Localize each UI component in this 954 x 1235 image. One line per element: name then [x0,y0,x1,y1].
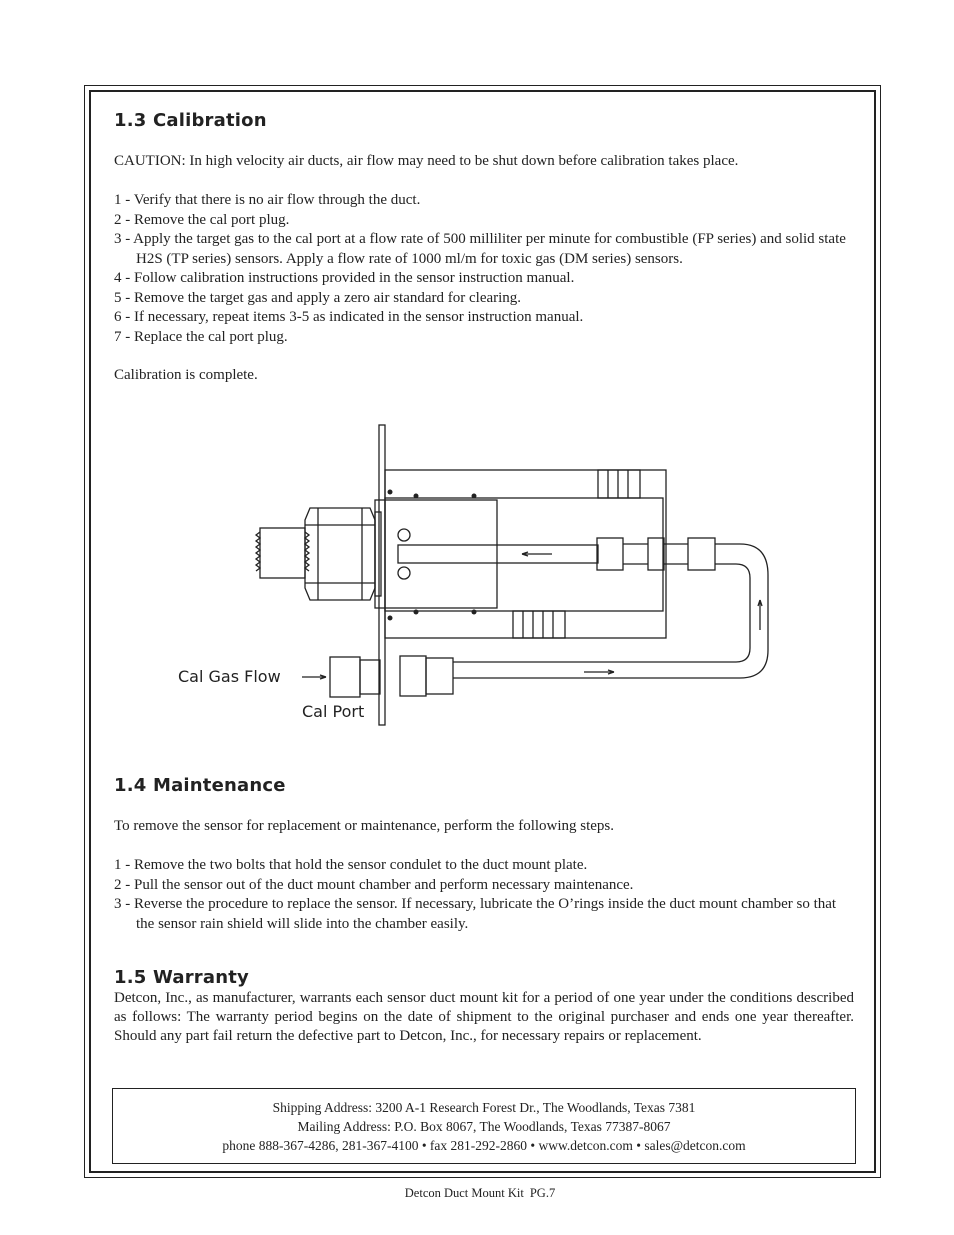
calibration-complete: Calibration is complete. [114,367,258,383]
caution-text: CAUTION: In high velocity air ducts, air flow may need to be shut down before calibration takes place. [114,153,739,169]
maintenance-heading: 1.4 Maintenance [114,775,286,796]
calibration-heading: 1.3 Calibration [114,110,267,131]
calibration-steps [114,191,854,347]
list-item: 1 - Verify that there is no air flow through the duct. [114,192,421,208]
list-item: 5 - Remove the target gas and apply a zero air standard for clearing. [114,289,522,306]
warranty-text: Detcon, Inc., as manufacturer, warrants each sensor duct mount kit for a period of one year under the conditions described as follows: The warranty period begins on the date of shipment to the original purchaser and ends one year thereafter. Should any part fail return the defective part to Detcon, Inc., for necessary repairs or replacement. [114,990,854,1044]
list-item: 2 - Pull the sensor out of the duct mount chamber and perform necessary maintenance. [114,876,634,893]
list-item: 3 - Apply the target gas to the cal port at a flow rate of 500 milliliter per minute for combustible (FP series) and solid state H2S (TP series) sensors. Apply a flow rate of 1000 ml/m for toxic gas (DM series) sensors. [114,231,846,267]
mailing-address: Mailing Address: P.O. Box 8067, The Woodlands, Texas 77387-8067 [297,1119,671,1134]
list-item: 4 - Follow calibration instructions provided in the sensor instruction manual. [114,270,575,286]
list-item: 6 - If necessary, repeat items 3-5 as indicated in the sensor instruction manual. [114,309,584,325]
cal-gas-flow-label: Cal Gas Flow [178,667,281,686]
condulet-nipple [260,528,305,578]
list-item: 1 - Remove the two bolts that hold the sensor condulet to the duct mount plate. [114,857,588,873]
address-box [112,1088,856,1164]
warranty-heading: 1.5 Warranty [114,967,249,988]
sensor-block [375,500,497,608]
list-item: 2 - Remove the cal port plug. [114,211,290,228]
shipping-address: Shipping Address: 3200 A-1 Research Forest Dr., The Woodlands, Texas 7381 [272,1100,696,1115]
list-item: 3 - Reverse the procedure to replace the sensor. If necessary, lubricate the O’rings inside the duct mount chamber so that the sensor rain shield will slide into the chamber easily. [114,896,837,932]
list-item: 7 - Replace the cal port plug. [114,328,288,345]
page-footer [0,1186,954,1201]
footer-title: Detcon Duct Mount Kit [404,1186,524,1200]
page-number: PG.7 [529,1186,556,1200]
maintenance-intro: To remove the sensor for replacement or maintenance, perform the following steps. [114,818,615,834]
cal-port-label: Cal Port [302,702,365,721]
cal-port-plug [330,657,360,697]
contact-line: phone 888-367-4286, 281-367-4100 • fax 281-292-2860 • www.detcon.com • sales@detcon.com [222,1138,746,1153]
duct-mount-diagram [170,420,790,740]
hex-nut [305,508,375,600]
calibration-diagram [170,420,790,745]
maintenance-steps [114,856,854,934]
